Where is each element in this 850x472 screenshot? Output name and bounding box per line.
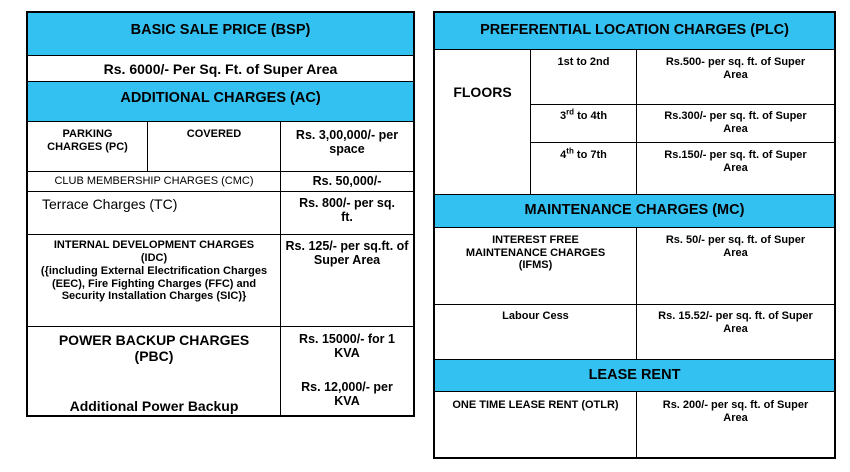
parking-type-cell	[148, 122, 281, 172]
ac-header-text: ADDITIONAL CHARGES (AC)	[120, 90, 321, 106]
floor-range-2	[531, 105, 637, 143]
ifms-value: Rs. 50/- per sq. ft. of Super Area	[665, 234, 806, 259]
parking-value: Rs. 3,00,000/- per space	[295, 128, 399, 157]
floors-label-cell	[435, 50, 531, 195]
parking-label-cell	[28, 122, 148, 172]
floor-value-3	[637, 143, 834, 195]
cmc-label: CLUB MEMBERSHIP CHARGES (CMC)	[54, 175, 254, 187]
tc-label-cell	[28, 192, 281, 235]
mc-header	[435, 195, 834, 228]
tc-value: Rs. 800/- per sq. ft.	[299, 196, 395, 225]
bsp-header	[28, 13, 413, 56]
bsp-header-text: BASIC SALE PRICE (BSP)	[130, 22, 311, 38]
idc-label-cell	[28, 235, 281, 327]
otlr-value-cell	[637, 392, 834, 457]
idc-value-cell	[281, 235, 413, 327]
plc-header-text: PREFERENTIAL LOCATION CHARGES (PLC)	[480, 22, 789, 38]
lease-header	[435, 360, 834, 392]
ac-header	[28, 82, 413, 122]
cmc-label-cell	[28, 172, 281, 192]
tc-label: Terrace Charges (TC)	[42, 196, 178, 212]
tc-value-cell	[281, 192, 413, 235]
floor-range-3-text: 4th to 7th	[560, 146, 607, 161]
floor-value-1-text: Rs.500- per sq. ft. of Super Area	[665, 56, 806, 81]
cess-label-cell	[435, 305, 637, 360]
otlr-label: ONE TIME LEASE RENT (OTLR)	[452, 399, 619, 411]
cess-value-cell	[637, 305, 834, 360]
idc-detail: ({including External Electrification Charges (EEC), Fire Fighting Charges (FFC) and Security Installation Charges (SIC)}	[40, 265, 268, 303]
floor-range-1-text: 1st to 2nd	[557, 56, 610, 68]
left-pricing-table	[26, 11, 415, 417]
ifms-label-cell	[435, 228, 637, 305]
floor-value-1	[637, 50, 834, 105]
floor-range-2-text: 3rd to 4th	[559, 107, 608, 122]
ifms-value-cell	[637, 228, 834, 305]
floor-range-1	[531, 50, 637, 105]
right-pricing-table	[433, 11, 836, 459]
cess-value: Rs. 15.52/- per sq. ft. of Super Area	[658, 310, 813, 335]
pbc-value: Rs. 15000/- for 1 KVA	[299, 332, 395, 361]
parking-type: COVERED	[186, 128, 242, 140]
floor-value-2	[637, 105, 834, 143]
cmc-value: Rs. 50,000/-	[312, 174, 382, 188]
plc-header	[435, 13, 834, 50]
apb-label: Additional Power Backup	[69, 398, 239, 414]
pbc-label: POWER BACKUP CHARGES (PBC)	[58, 332, 250, 365]
floors-label: FLOORS	[453, 84, 512, 100]
otlr-label-cell	[435, 392, 637, 457]
apb-value: Rs. 12,000/- per KVA	[301, 380, 393, 409]
idc-label: INTERNAL DEVELOPMENT CHARGES (IDC)	[53, 239, 255, 264]
floor-value-3-text: Rs.150/- per sq. ft. of Super Area	[664, 149, 807, 174]
floor-value-2-text: Rs.300/- per sq. ft. of Super Area	[664, 110, 807, 135]
cmc-value-cell	[281, 172, 413, 192]
cess-label: Labour Cess	[502, 310, 569, 322]
mc-header-text: MAINTENANCE CHARGES (MC)	[524, 202, 745, 218]
idc-value: Rs. 125/- per sq.ft. of Super Area	[285, 239, 409, 268]
pbc-label-cell	[28, 327, 281, 415]
floor-range-3	[531, 143, 637, 195]
parking-value-cell	[281, 122, 413, 172]
ifms-label: INTEREST FREE MAINTENANCE CHARGES (IFMS)	[465, 234, 606, 272]
lease-header-text: LEASE RENT	[588, 367, 681, 383]
pbc-value-cell	[281, 327, 413, 415]
parking-label: PARKING CHARGES (PC)	[47, 128, 128, 153]
otlr-value: Rs. 200/- per sq. ft. of Super Area	[662, 399, 809, 424]
bsp-value-row	[28, 56, 413, 82]
bsp-value-text: Rs. 6000/- Per Sq. Ft. of Super Area	[103, 61, 338, 77]
